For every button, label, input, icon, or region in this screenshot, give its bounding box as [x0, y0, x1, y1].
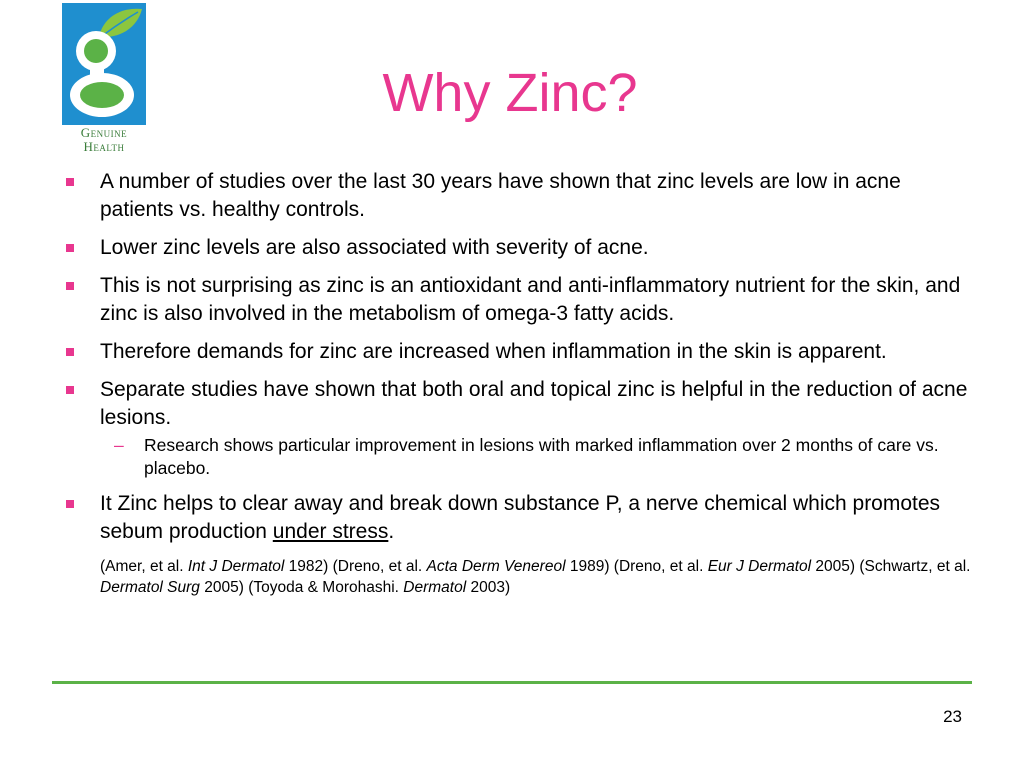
bullet-text: Separate studies have shown that both oral and topical zinc is helpful in the reduction of acne lesions.	[100, 378, 968, 429]
sub-bullet-list	[100, 434, 972, 480]
ref-text: 2003)	[466, 579, 511, 596]
bullet-item	[62, 272, 972, 328]
ref-journal: Int J Dermatol	[187, 558, 285, 575]
bullet-list	[62, 168, 972, 546]
bullet-text-end: .	[388, 520, 395, 543]
ref-journal: Dermatol Surg	[100, 579, 200, 596]
ref-journal: Dermatol	[403, 579, 467, 596]
page-number: 23	[943, 707, 962, 726]
bullet-text: A number of studies over the last 30 years have shown that zinc levels are low in acne patients vs. healthy controls.	[100, 170, 901, 221]
sub-bullet-text: Research shows particular improvement in lesions with marked inflammation over 2 months of care vs. placebo.	[144, 435, 939, 478]
bullet-text	[100, 492, 940, 543]
slide-content	[62, 168, 972, 598]
bullet-text-main: It Zinc helps to clear away and break down substance P, a nerve chemical which promotes sebum production	[100, 492, 941, 543]
bullet-text: Lower zinc levels are also associated with severity of acne.	[100, 236, 649, 259]
ref-text: 1982) (Dreno, et al.	[284, 558, 427, 575]
underlined-phrase: under stress	[272, 520, 389, 543]
ref-text: 1989) (Dreno, et al.	[565, 558, 708, 575]
bullet-text: Therefore demands for zinc are increased when inflammation in the skin is apparent.	[100, 340, 887, 363]
logo-wordmark	[60, 126, 148, 154]
square-bullet-icon	[66, 282, 74, 290]
square-bullet-icon	[66, 500, 74, 508]
ref-journal: Acta Derm Venereol	[426, 558, 566, 575]
sub-bullet-item	[100, 434, 972, 480]
square-bullet-icon	[66, 178, 74, 186]
references	[100, 556, 972, 598]
logo-wordmark-line2: Health	[83, 139, 125, 154]
bullet-item	[62, 338, 972, 366]
slide-title: Why Zinc?	[382, 63, 638, 123]
bullet-item	[62, 234, 972, 262]
bullet-item	[62, 490, 972, 546]
square-bullet-icon	[66, 386, 74, 394]
ref-journal: Eur J Dermatol	[707, 558, 812, 575]
bullet-text: This is not surprising as zinc is an antioxidant and anti-inflammatory nutrient for the skin, and zinc is also involved in the metabolism of omega-3 fatty acids.	[100, 274, 961, 325]
bullet-item	[62, 168, 972, 224]
genuine-health-logo	[60, 3, 148, 161]
logo-wordmark-line1: Genuine	[80, 125, 128, 140]
dash-bullet-icon: –	[114, 435, 124, 455]
ref-text: 2005) (Toyoda & Morohashi.	[199, 579, 404, 596]
bullet-item	[62, 376, 972, 480]
genuine-health-logo-mark	[62, 3, 146, 125]
footer-divider	[52, 681, 972, 684]
square-bullet-icon	[66, 348, 74, 356]
ref-text: 2005) (Schwartz, et al.	[811, 558, 971, 575]
square-bullet-icon	[66, 244, 74, 252]
ref-text: (Amer, et al.	[100, 558, 188, 575]
